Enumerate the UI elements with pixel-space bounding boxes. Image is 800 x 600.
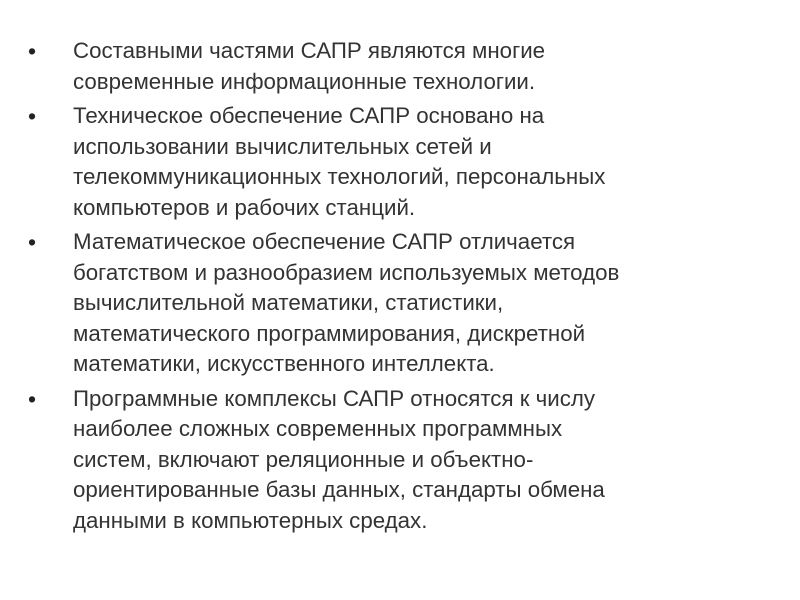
- bullet-text: Техническое обеспечение САПР основано на использовании вычислительных сетей и телекоммуникационных технологий, персональных компьютеров и рабочих станций.: [73, 103, 606, 220]
- bullet-marker: •: [28, 103, 37, 129]
- bullet-item-compositional-parts: [28, 36, 748, 97]
- bullet-text: Составными частями САПР являются многие современные информационные технологии.: [73, 38, 546, 94]
- bullet-marker: •: [28, 385, 37, 412]
- bullet-marker: •: [28, 38, 37, 64]
- bullet-item-software-complexes: [28, 384, 748, 537]
- bullet-text: Программные комплексы САПР относятся к числу наиболее сложных современных программных систем, включают реляционные и объектно- ориентированные базы данных, стандарты обмена данными в компьютерных средах.: [73, 385, 605, 533]
- bullet-text: Математическое обеспечение САПР отличается богатством и разнообразием используемых методов вычислительной математики, статистики, математического программирования, дискретной математики, искусственного интеллекта.: [73, 229, 620, 376]
- bullet-list: [28, 36, 748, 540]
- bullet-item-technical-support: [28, 101, 748, 223]
- bullet-item-mathematical-support: [28, 227, 748, 380]
- bullet-marker: •: [28, 229, 37, 255]
